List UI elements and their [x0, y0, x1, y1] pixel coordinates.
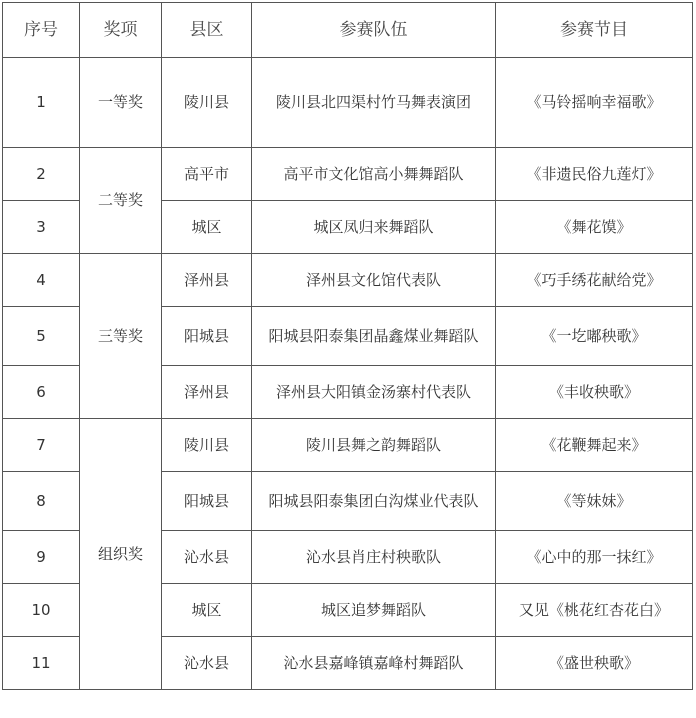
row-county: 沁水县 — [162, 637, 252, 690]
row-program: 《心中的那一抹红》 — [496, 531, 693, 584]
row-index: 2 — [3, 148, 80, 201]
row-index: 9 — [3, 531, 80, 584]
awards-table — [2, 2, 693, 690]
row-county: 高平市 — [162, 148, 252, 201]
row-team: 城区追梦舞蹈队 — [252, 584, 496, 637]
row-index: 7 — [3, 419, 80, 472]
row-team: 阳城县阳泰集团白沟煤业代表队 — [252, 472, 496, 531]
table-row — [3, 254, 693, 307]
table-row — [3, 148, 693, 201]
table-row — [3, 419, 693, 472]
row-team: 沁水县肖庄村秧歌队 — [252, 531, 496, 584]
header-row — [3, 3, 693, 58]
row-index: 3 — [3, 201, 80, 254]
row-county: 阳城县 — [162, 307, 252, 366]
header-award: 奖项 — [80, 3, 162, 58]
row-team: 阳城县阳泰集团晶鑫煤业舞蹈队 — [252, 307, 496, 366]
row-program: 《巧手绣花献给党》 — [496, 254, 693, 307]
row-team: 城区凤归来舞蹈队 — [252, 201, 496, 254]
row-index: 4 — [3, 254, 80, 307]
row-index: 8 — [3, 472, 80, 531]
row-index: 11 — [3, 637, 80, 690]
header-index: 序号 — [3, 3, 80, 58]
row-county: 城区 — [162, 201, 252, 254]
row-county: 陵川县 — [162, 58, 252, 148]
row-program: 《舞花馍》 — [496, 201, 693, 254]
row-county: 阳城县 — [162, 472, 252, 531]
row-program: 《马铃摇响幸福歌》 — [496, 58, 693, 148]
header-team: 参赛队伍 — [252, 3, 496, 58]
row-county: 泽州县 — [162, 254, 252, 307]
row-county: 沁水县 — [162, 531, 252, 584]
row-team: 泽州县文化馆代表队 — [252, 254, 496, 307]
row-county: 陵川县 — [162, 419, 252, 472]
row-program: 《丰收秧歌》 — [496, 366, 693, 419]
row-program: 《一圪嘟秧歌》 — [496, 307, 693, 366]
award-second: 二等奖 — [80, 148, 162, 254]
row-index: 1 — [3, 58, 80, 148]
row-program: 《花鞭舞起来》 — [496, 419, 693, 472]
table-row — [3, 58, 693, 148]
award-first: 一等奖 — [80, 58, 162, 148]
header-program: 参赛节目 — [496, 3, 693, 58]
row-team: 高平市文化馆高小舞舞蹈队 — [252, 148, 496, 201]
row-index: 6 — [3, 366, 80, 419]
row-team: 陵川县北四渠村竹马舞表演团 — [252, 58, 496, 148]
award-third: 三等奖 — [80, 254, 162, 419]
row-program: 《盛世秧歌》 — [496, 637, 693, 690]
row-program: 《等妹妹》 — [496, 472, 693, 531]
row-team: 陵川县舞之韵舞蹈队 — [252, 419, 496, 472]
award-organization: 组织奖 — [80, 419, 162, 690]
row-program: 《非遗民俗九莲灯》 — [496, 148, 693, 201]
row-team: 沁水县嘉峰镇嘉峰村舞蹈队 — [252, 637, 496, 690]
row-county: 城区 — [162, 584, 252, 637]
row-program: 又见《桃花红杏花白》 — [496, 584, 693, 637]
row-team: 泽州县大阳镇金汤寨村代表队 — [252, 366, 496, 419]
row-county: 泽州县 — [162, 366, 252, 419]
row-index: 5 — [3, 307, 80, 366]
row-index: 10 — [3, 584, 80, 637]
header-county: 县区 — [162, 3, 252, 58]
